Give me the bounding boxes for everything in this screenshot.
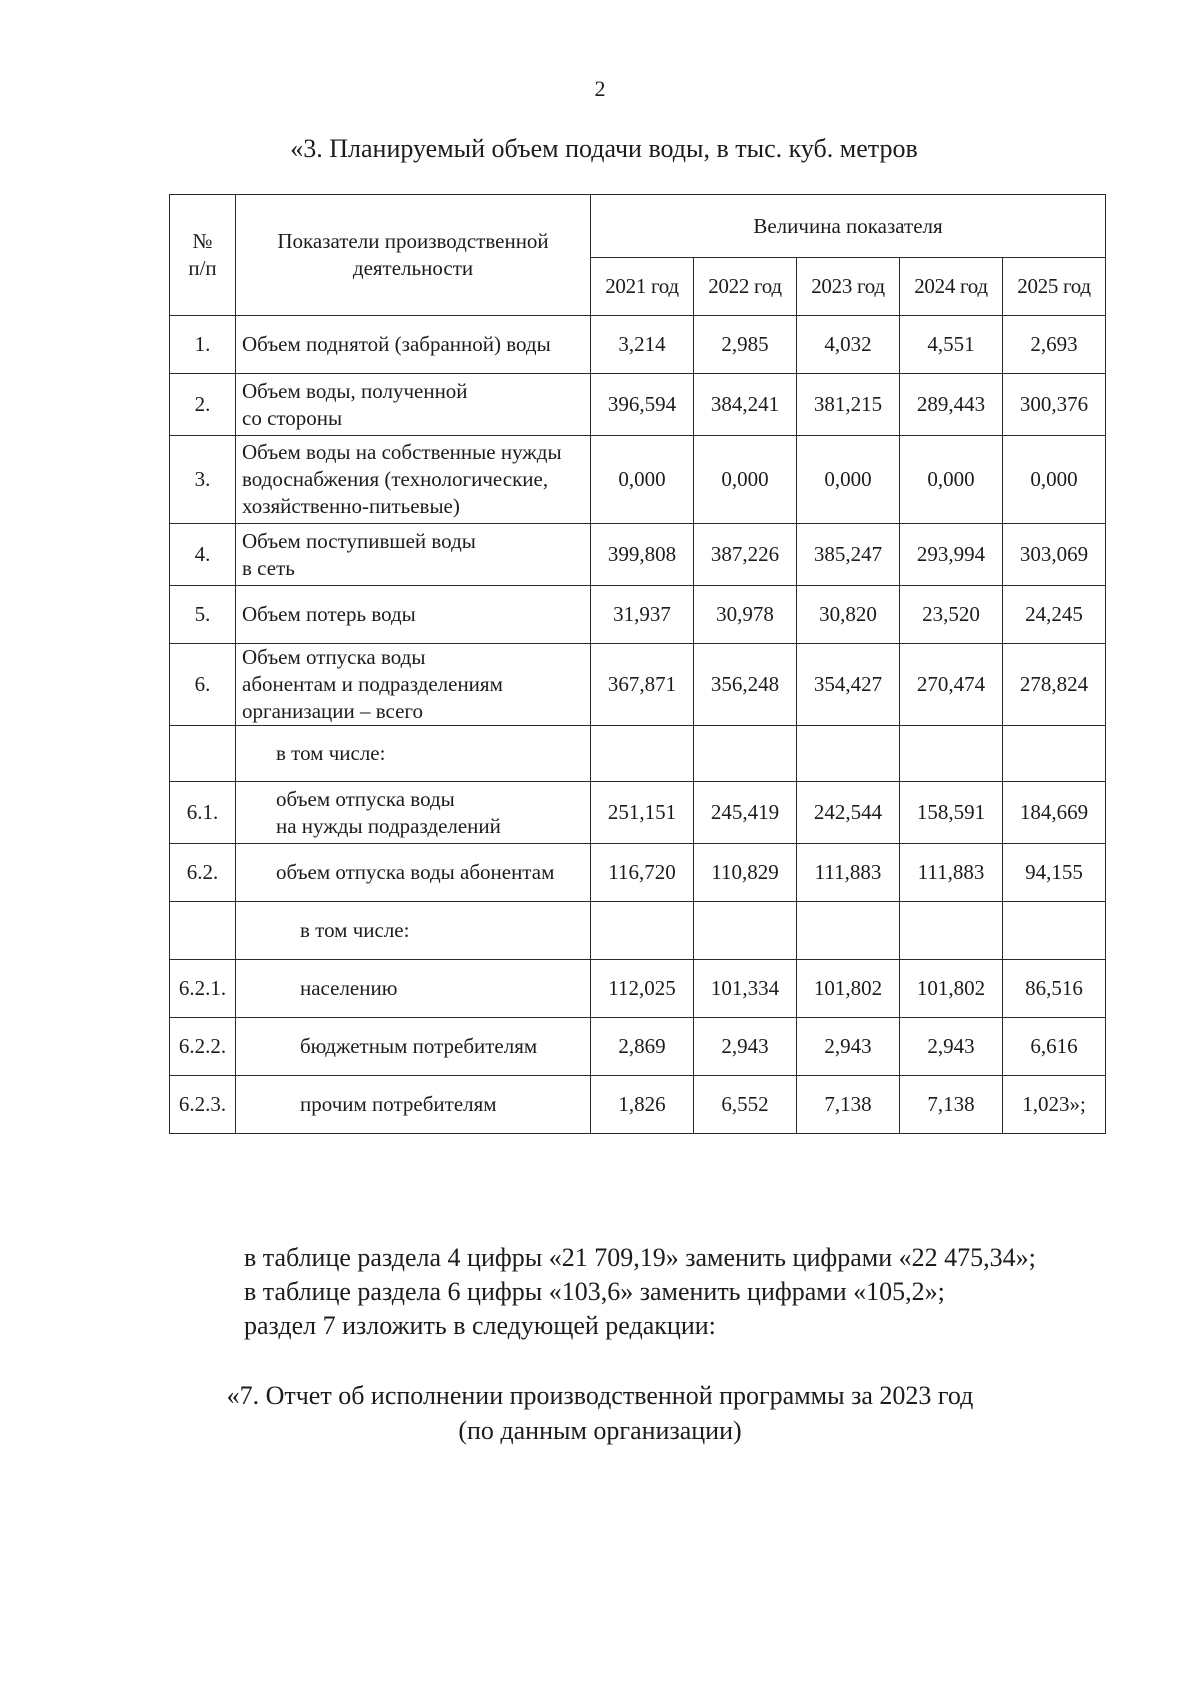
row-number: 3. bbox=[170, 436, 236, 524]
value-cell: 396,594 bbox=[591, 374, 694, 436]
value-cell: 0,000 bbox=[591, 436, 694, 524]
indicator-label: бюджетным потребителям bbox=[236, 1018, 591, 1076]
header-year: 2024 год bbox=[900, 258, 1003, 316]
indicator-label: в том числе: bbox=[236, 726, 591, 782]
value-cell: 251,151 bbox=[591, 782, 694, 844]
value-cell: 1,023»; bbox=[1003, 1076, 1106, 1134]
value-cell: 158,591 bbox=[900, 782, 1003, 844]
note-line: в таблице раздела 4 цифры «21 709,19» заменить цифрами «22 475,34»; bbox=[244, 1243, 1036, 1272]
value-cell: 110,829 bbox=[694, 844, 797, 902]
table-row bbox=[170, 960, 1106, 1018]
value-cell bbox=[694, 726, 797, 782]
row-number: 6.2.1. bbox=[170, 960, 236, 1018]
value-cell: 94,155 bbox=[1003, 844, 1106, 902]
value-cell: 278,824 bbox=[1003, 644, 1106, 726]
value-cell bbox=[1003, 902, 1106, 960]
value-cell: 293,994 bbox=[900, 524, 1003, 586]
value-cell: 270,474 bbox=[900, 644, 1003, 726]
value-cell: 184,669 bbox=[1003, 782, 1106, 844]
row-number: 6.2.3. bbox=[170, 1076, 236, 1134]
value-cell: 1,826 bbox=[591, 1076, 694, 1134]
value-cell: 7,138 bbox=[900, 1076, 1003, 1134]
row-number: 4. bbox=[170, 524, 236, 586]
indicator-label: Объем воды, полученной со стороны bbox=[236, 374, 591, 436]
value-cell: 384,241 bbox=[694, 374, 797, 436]
value-cell: 381,215 bbox=[797, 374, 900, 436]
value-cell: 112,025 bbox=[591, 960, 694, 1018]
value-cell: 303,069 bbox=[1003, 524, 1106, 586]
indicator-label: в том числе: bbox=[236, 902, 591, 960]
indicator-label: объем отпуска воды на нужды подразделений bbox=[236, 782, 591, 844]
table-row bbox=[170, 726, 1106, 782]
value-cell: 242,544 bbox=[797, 782, 900, 844]
value-cell: 354,427 bbox=[797, 644, 900, 726]
value-cell: 2,869 bbox=[591, 1018, 694, 1076]
value-cell: 31,937 bbox=[591, 586, 694, 644]
indicator-label: объем отпуска воды абонентам bbox=[236, 844, 591, 902]
table-row bbox=[170, 586, 1106, 644]
note-line: в таблице раздела 6 цифры «103,6» заменить цифрами «105,2»; bbox=[244, 1277, 945, 1306]
value-cell: 111,883 bbox=[797, 844, 900, 902]
row-number: 6.2.2. bbox=[170, 1018, 236, 1076]
section-title: «3. Планируемый объем подачи воды, в тыс. куб. метров bbox=[290, 134, 918, 163]
value-cell: 0,000 bbox=[1003, 436, 1106, 524]
header-num: № п/п bbox=[170, 195, 236, 316]
value-cell: 7,138 bbox=[797, 1076, 900, 1134]
value-cell bbox=[797, 726, 900, 782]
page-number: 2 bbox=[594, 76, 606, 101]
value-cell: 2,693 bbox=[1003, 316, 1106, 374]
indicator-label: Объем потерь воды bbox=[236, 586, 591, 644]
value-cell: 2,943 bbox=[900, 1018, 1003, 1076]
row-number bbox=[170, 726, 236, 782]
value-cell bbox=[694, 902, 797, 960]
value-cell: 3,214 bbox=[591, 316, 694, 374]
value-cell: 24,245 bbox=[1003, 586, 1106, 644]
table-row bbox=[170, 782, 1106, 844]
value-cell bbox=[900, 726, 1003, 782]
value-cell: 2,943 bbox=[694, 1018, 797, 1076]
table-row bbox=[170, 436, 1106, 524]
section7-subtitle: (по данным организации) bbox=[458, 1416, 742, 1445]
section7-title: «7. Отчет об исполнении производственной программы за 2023 год bbox=[226, 1381, 974, 1410]
value-cell: 30,978 bbox=[694, 586, 797, 644]
value-cell: 300,376 bbox=[1003, 374, 1106, 436]
value-cell bbox=[1003, 726, 1106, 782]
indicator-label: Объем поступившей воды в сеть bbox=[236, 524, 591, 586]
indicator-label: Объем воды на собственные нужды водоснабжения (технологические, хозяйственно-питьевые) bbox=[236, 436, 591, 524]
value-cell: 4,551 bbox=[900, 316, 1003, 374]
value-cell: 6,552 bbox=[694, 1076, 797, 1134]
water-supply-table bbox=[169, 194, 1106, 1134]
value-cell: 4,032 bbox=[797, 316, 900, 374]
indicator-label: Объем отпуска воды абонентам и подразделениям организации – всего bbox=[236, 644, 591, 726]
row-number bbox=[170, 902, 236, 960]
value-cell: 23,520 bbox=[900, 586, 1003, 644]
amendment-notes bbox=[244, 1241, 1036, 1343]
value-cell bbox=[591, 726, 694, 782]
value-cell: 399,808 bbox=[591, 524, 694, 586]
value-cell: 2,985 bbox=[694, 316, 797, 374]
value-cell: 385,247 bbox=[797, 524, 900, 586]
value-cell: 116,720 bbox=[591, 844, 694, 902]
table-row bbox=[170, 374, 1106, 436]
value-cell: 356,248 bbox=[694, 644, 797, 726]
row-number: 1. bbox=[170, 316, 236, 374]
row-number: 6. bbox=[170, 644, 236, 726]
header-year: 2023 год bbox=[797, 258, 900, 316]
value-cell bbox=[900, 902, 1003, 960]
header-value-group: Величина показателя bbox=[591, 195, 1106, 258]
value-cell: 30,820 bbox=[797, 586, 900, 644]
header-year: 2022 год bbox=[694, 258, 797, 316]
table-row bbox=[170, 1076, 1106, 1134]
indicator-label: Объем поднятой (забранной) воды bbox=[236, 316, 591, 374]
value-cell: 2,943 bbox=[797, 1018, 900, 1076]
table-row bbox=[170, 844, 1106, 902]
value-cell: 101,802 bbox=[797, 960, 900, 1018]
table-row bbox=[170, 1018, 1106, 1076]
value-cell: 387,226 bbox=[694, 524, 797, 586]
table-row bbox=[170, 644, 1106, 726]
value-cell: 245,419 bbox=[694, 782, 797, 844]
value-cell bbox=[591, 902, 694, 960]
value-cell: 0,000 bbox=[900, 436, 1003, 524]
indicator-label: населению bbox=[236, 960, 591, 1018]
value-cell: 6,616 bbox=[1003, 1018, 1106, 1076]
value-cell: 101,802 bbox=[900, 960, 1003, 1018]
value-cell: 111,883 bbox=[900, 844, 1003, 902]
value-cell: 86,516 bbox=[1003, 960, 1106, 1018]
row-number: 6.1. bbox=[170, 782, 236, 844]
header-year: 2025 год bbox=[1003, 258, 1106, 316]
row-number: 2. bbox=[170, 374, 236, 436]
header-year: 2021 год bbox=[591, 258, 694, 316]
header-indicator: Показатели производственной деятельности bbox=[236, 195, 591, 316]
value-cell: 367,871 bbox=[591, 644, 694, 726]
value-cell: 0,000 bbox=[797, 436, 900, 524]
table-row bbox=[170, 902, 1106, 960]
section7-heading bbox=[0, 1378, 1200, 1448]
value-cell bbox=[797, 902, 900, 960]
value-cell: 0,000 bbox=[694, 436, 797, 524]
note-line: раздел 7 изложить в следующей редакции: bbox=[244, 1311, 716, 1340]
row-number: 5. bbox=[170, 586, 236, 644]
table-row bbox=[170, 524, 1106, 586]
value-cell: 101,334 bbox=[694, 960, 797, 1018]
table-row bbox=[170, 316, 1106, 374]
value-cell: 289,443 bbox=[900, 374, 1003, 436]
row-number: 6.2. bbox=[170, 844, 236, 902]
indicator-label: прочим потребителям bbox=[236, 1076, 591, 1134]
